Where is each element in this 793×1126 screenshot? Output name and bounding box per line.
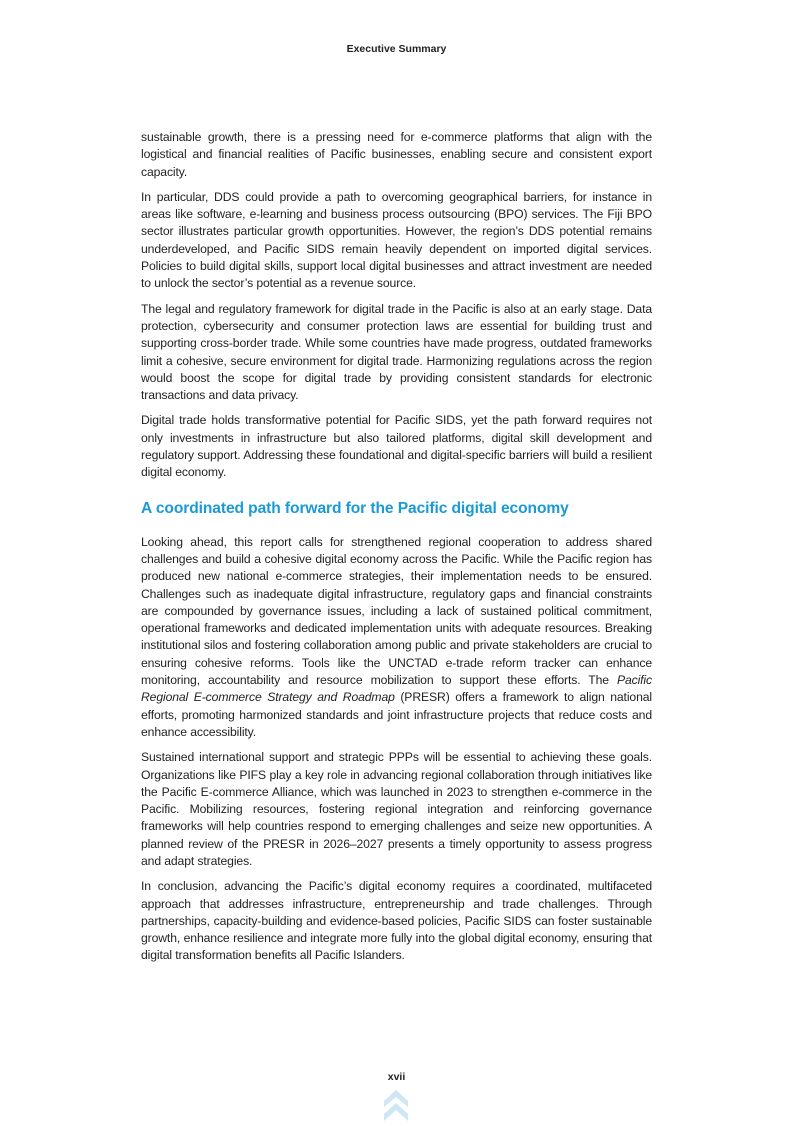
double-chevron-up-icon[interactable]: [383, 1089, 409, 1121]
paragraph-5-text-a: Looking ahead, this report calls for strengthened regional cooperation to address shared challenges and build a cohesive digital economy across the Pacific. While the Pacific region has produced new national e-commerce strategies, their implementation needs to be ensured. Challenges such as inadequate digital infrastructure, regulatory gaps and financial constraints are compounded by governance issues, including a lack of sustained political commitment, operational frameworks and dedicated implementation units with adequate resources. Breaking institutional silos and fostering collaboration among public and private stakeholders are crucial to ensuring cohesive reforms. Tools like the UNCTAD e-trade reform tracker can enhance monitoring, accountability and resource mobilization to support these efforts. The: [141, 534, 652, 688]
paragraph-1: sustainable growth, there is a pressing need for e-commerce platforms that align with the logistical and financial realities of Pacific businesses, enabling secure and consistent export capacity.: [141, 130, 652, 179]
paragraph-7: In conclusion, advancing the Pacific’s digital economy requires a coordinated, multifaceted approach that addresses infrastructure, entrepreneurship and trade challenges. Through partnerships, capacity-building and evidence-based policies, Pacific SIDS can foster sustainable growth, enhance resilience and integrate more fully into the global digital economy, ensuring that digital transformation benefits all Pacific Islanders.: [141, 879, 652, 963]
paragraph-6: Sustained international support and strategic PPPs will be essential to achieving these goals. Organizations like PIFS play a key role in advancing regional collaboration through initiatives like the Pacific E-commerce Alliance, which was launched in 2023 to strengthen e-commerce in the Pacific. Mobilizing resources, fostering regional integration and reinforcing governance frameworks will help countries respond to emerging challenges and seize new opportunities. A planned review of the PRESR in 2026–2027 presents a timely opportunity to assess progress and adapt strategies.: [141, 750, 652, 868]
page-number: xvii: [387, 1071, 406, 1083]
paragraph-4: Digital trade holds transformative potential for Pacific SIDS, yet the path forward requires not only investments in infrastructure but also tailored platforms, digital skill development and regulatory support. Addressing these foundational and digital-specific barriers will build a resilient digital economy.: [141, 413, 652, 480]
section-heading: A coordinated path forward for the Pacific digital economy: [141, 499, 569, 517]
double-chevron-up-svg: [383, 1089, 409, 1121]
presr-title: Pacific Regional E-commerce Strategy and Roadmap: [141, 673, 652, 705]
paragraph-5: [141, 534, 652, 742]
paragraph-5-text-b: (PRESR) offers a framework to align national efforts, promoting harmonized standards and joint infrastructure projects that reduce costs and enhance accessibility.: [141, 690, 652, 739]
running-header: Executive Summary: [346, 43, 447, 55]
paragraph-3: The legal and regulatory framework for digital trade in the Pacific is also at an early stage. Data protection, cybersecurity and consumer protection laws are essential for building trust and supporting cross-border trade. While some countries have made progress, outdated frameworks limit a cohesive, secure environment for digital trade. Harmonizing regulations across the region would boost the scope for digital trade by providing consistent standards for electronic transactions and data privacy.: [141, 301, 652, 403]
paragraph-2: In particular, DDS could provide a path to overcoming geographical barriers, for instance in areas like software, e-learning and business process outsourcing (BPO) services. The Fiji BPO sector illustrates particular growth opportunities. However, the region’s DDS potential remains underdeveloped, and Pacific SIDS remain heavily dependent on imported digital services. Policies to build digital skills, support local digital businesses and attract investment are needed to unlock the sector’s potential as a revenue source.: [141, 189, 652, 291]
main-content: [141, 129, 652, 973]
